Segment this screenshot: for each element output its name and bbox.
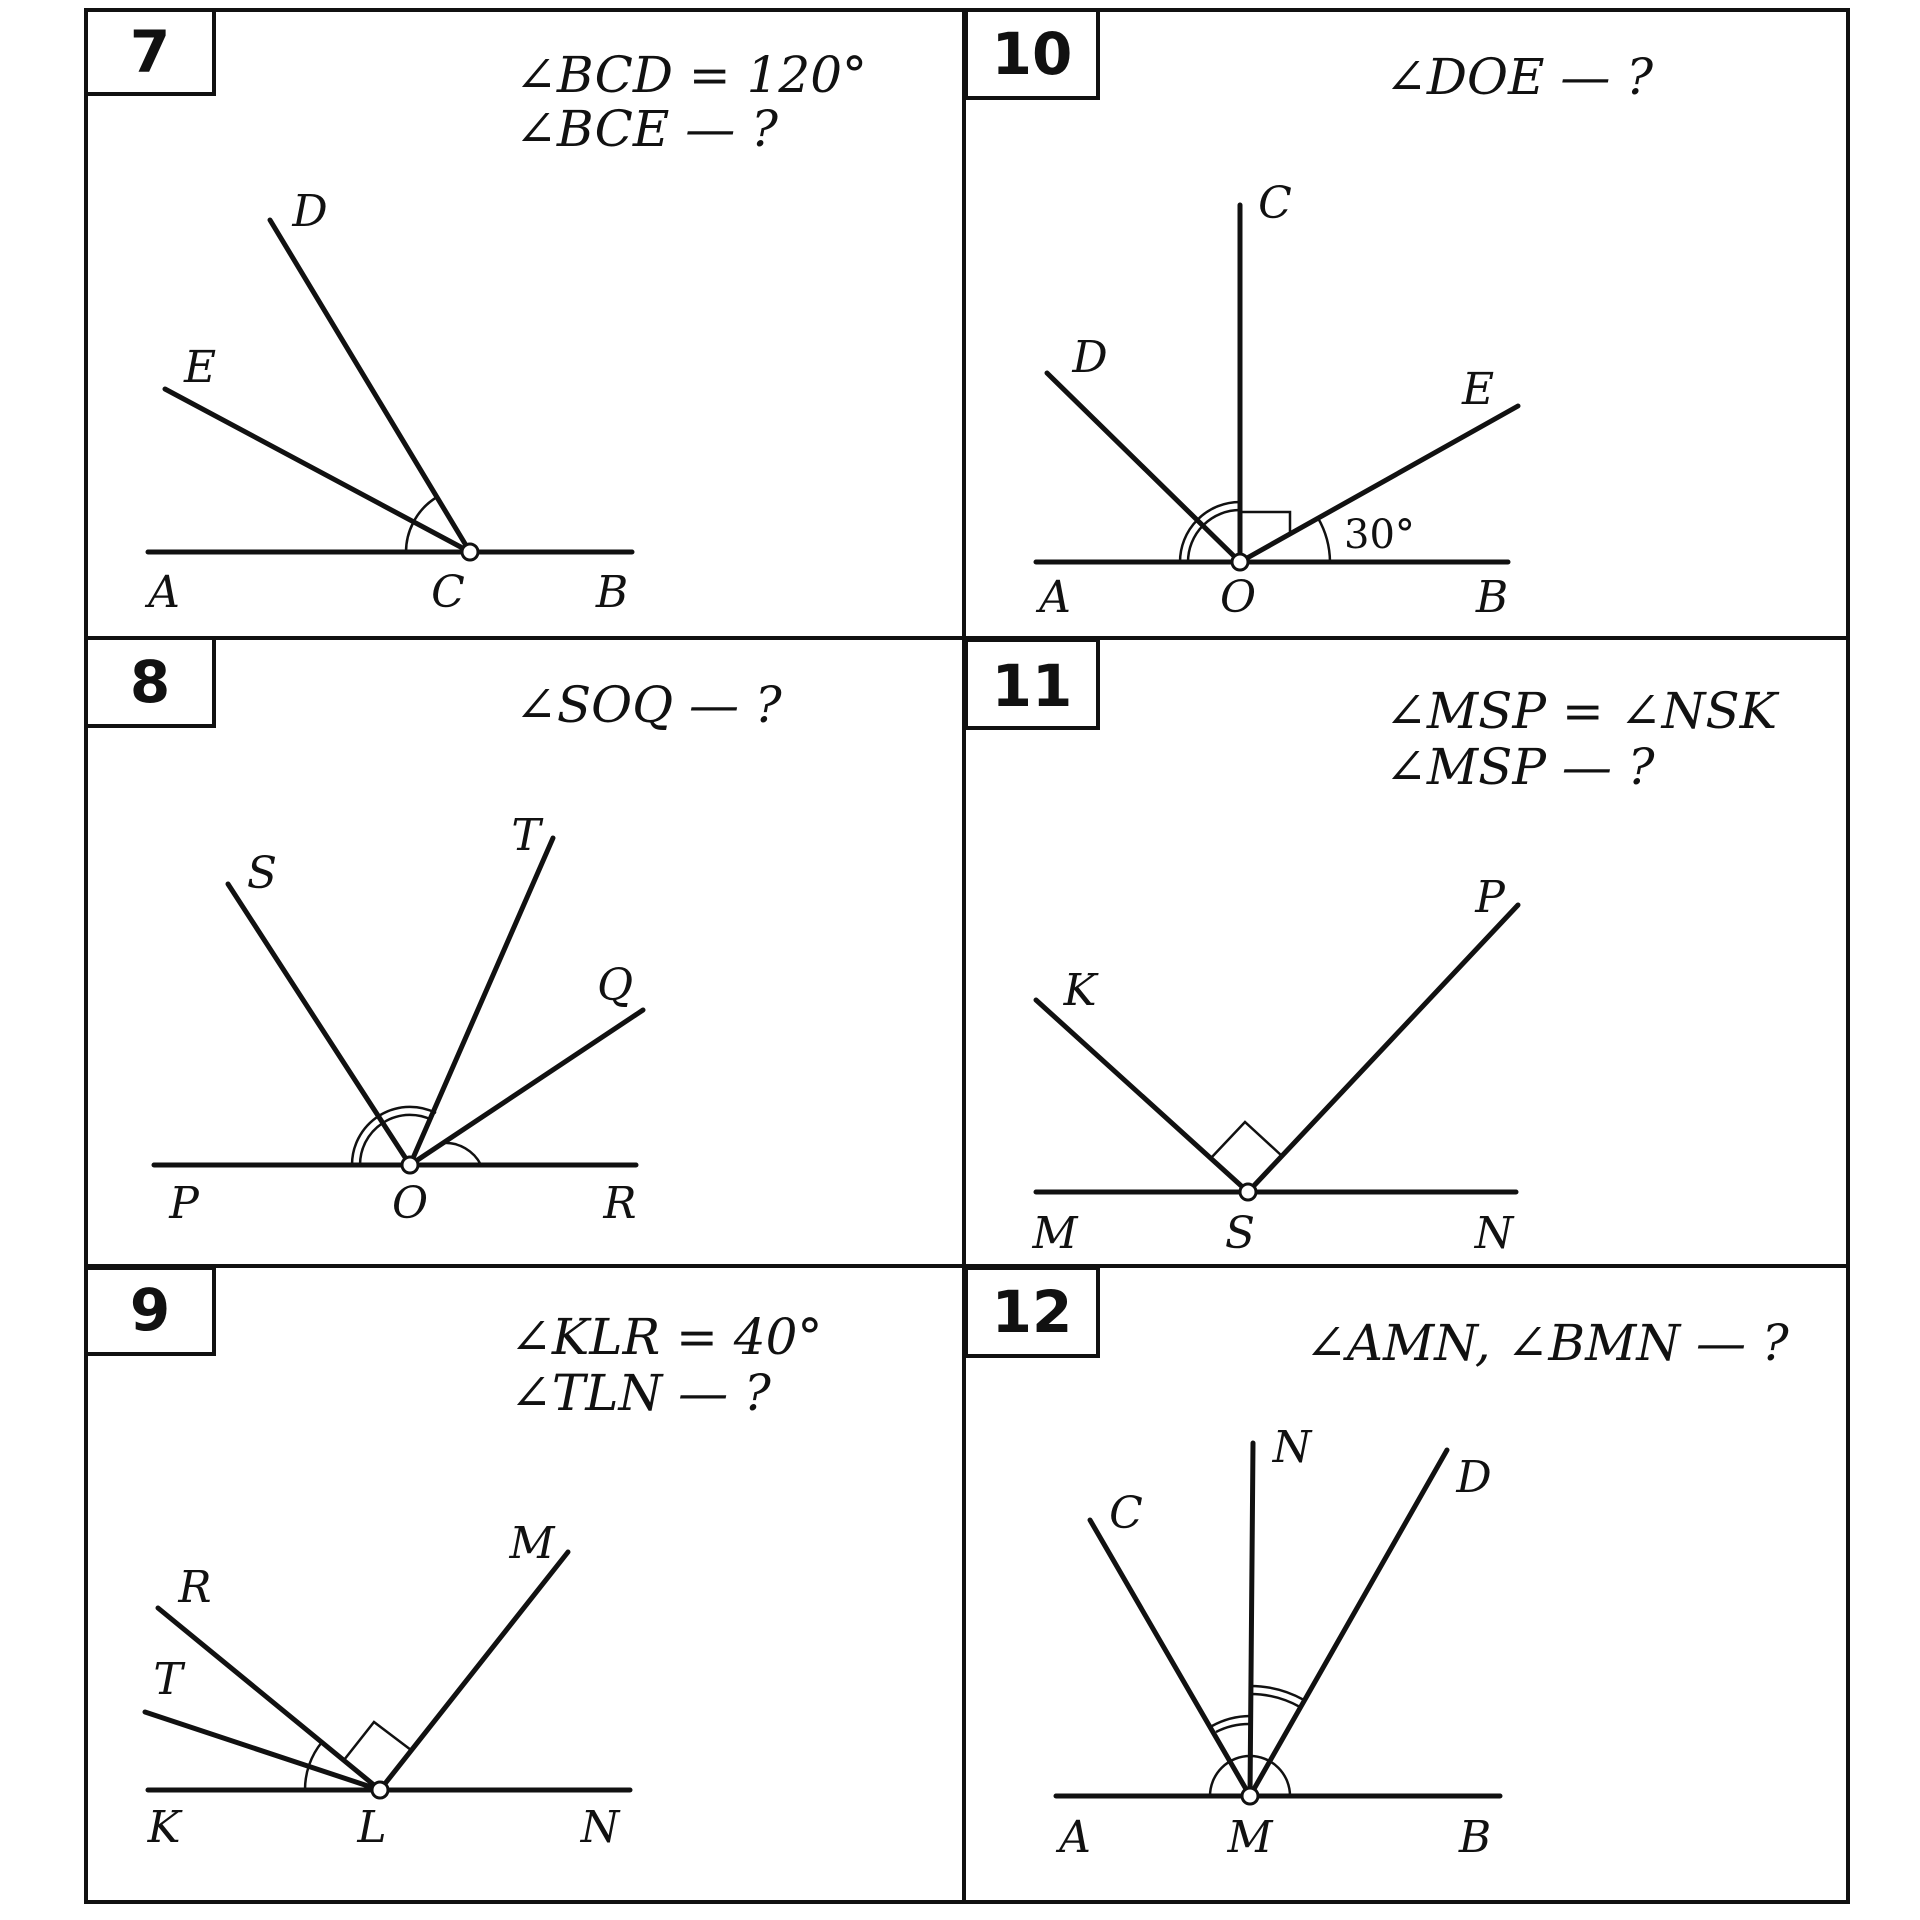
label-a: A [1039, 572, 1071, 623]
point-m [1242, 1788, 1258, 1804]
condition-2: ∠MSP — ? [1385, 738, 1655, 796]
label-b: B [595, 567, 629, 618]
point-o [1232, 554, 1248, 570]
label-c: C [1109, 1488, 1143, 1539]
angle-arc-ecd [413, 497, 437, 523]
ray-lm [380, 1552, 568, 1790]
condition-1: ∠SOQ — ? [515, 676, 782, 734]
ray-lr [158, 1608, 380, 1790]
condition-1: ∠DOE — ? [1385, 48, 1654, 106]
label-d: D [292, 186, 328, 237]
label-q: Q [596, 960, 634, 1011]
ray-mn [1250, 1443, 1253, 1796]
label-n: N [1474, 1208, 1514, 1259]
label-m: M [1032, 1208, 1078, 1259]
condition-1: ∠KLR = 40° [510, 1308, 823, 1366]
problem-number: 10 [991, 20, 1073, 88]
label-n: N [580, 1802, 620, 1853]
angle-arc-qor [443, 1143, 481, 1165]
label-a: A [1059, 1812, 1091, 1863]
label-c: C [1258, 178, 1292, 229]
condition-1: ∠AMN, ∠BMN — ? [1305, 1314, 1789, 1372]
condition-2: ∠BCE — ? [515, 100, 778, 158]
ray-mc [1090, 1520, 1250, 1796]
problem-number: 12 [991, 1278, 1073, 1346]
ray-cd [270, 220, 470, 552]
label-e: E [183, 342, 217, 393]
label-l: L [357, 1802, 387, 1853]
angle-arc-boe [1318, 518, 1330, 562]
problem-9 [86, 1268, 822, 1853]
label-m: M [509, 1518, 555, 1569]
point-o [402, 1157, 418, 1173]
label-s: S [1224, 1208, 1256, 1259]
label-t: T [153, 1654, 183, 1705]
condition-1: ∠BCD = 120° [515, 46, 868, 104]
ray-od [1047, 373, 1240, 562]
label-r: R [178, 1562, 212, 1613]
condition-1: ∠MSP = ∠NSK [1385, 682, 1777, 740]
label-s: S [246, 848, 278, 899]
label-m: M [1227, 1812, 1273, 1863]
label-b: B [1475, 572, 1509, 623]
point-c [462, 544, 478, 560]
ray-md [1250, 1450, 1447, 1796]
label-r: R [603, 1178, 637, 1229]
ray-sp [1248, 905, 1518, 1192]
label-d: D [1456, 1452, 1492, 1503]
problem-12 [966, 1268, 1790, 1863]
angle-arc-ace [406, 523, 413, 552]
problem-number: 11 [991, 652, 1073, 720]
condition-2: ∠TLN — ? [510, 1364, 771, 1422]
label-t: T [511, 810, 541, 861]
right-angle-mark [1211, 1122, 1282, 1158]
problem-10 [966, 10, 1654, 623]
label-p: P [1475, 872, 1505, 923]
label-o: O [1219, 572, 1257, 623]
ray-lt [145, 1712, 380, 1790]
angle-arc-nmd-1 [1250, 1694, 1300, 1707]
label-n: N [1272, 1422, 1312, 1473]
label-b: B [1458, 1812, 1492, 1863]
label-p: P [169, 1178, 199, 1229]
label-k: K [147, 1802, 181, 1853]
problem-11 [966, 640, 1780, 1259]
problem-number: 7 [129, 18, 171, 86]
problem-number: 8 [129, 648, 171, 716]
ray-sk [1036, 1000, 1248, 1192]
right-angle-mark [1240, 512, 1290, 534]
label-e: E [1461, 364, 1495, 415]
label-d: D [1072, 332, 1108, 383]
label-a: A [148, 567, 180, 618]
right-angle-mark [344, 1722, 411, 1760]
label-o: O [391, 1178, 429, 1229]
ray-ce [165, 389, 470, 552]
outer-frame [86, 10, 1848, 1902]
label-k: K [1063, 965, 1097, 1016]
problem-8 [86, 638, 783, 1229]
problem-number: 9 [129, 1276, 171, 1344]
angle-arc-cmn-1 [1216, 1724, 1250, 1732]
label-c: C [431, 567, 465, 618]
angle-value-30: 30° [1344, 512, 1415, 558]
problem-7 [86, 10, 867, 618]
point-l [372, 1782, 388, 1798]
point-s [1240, 1184, 1256, 1200]
